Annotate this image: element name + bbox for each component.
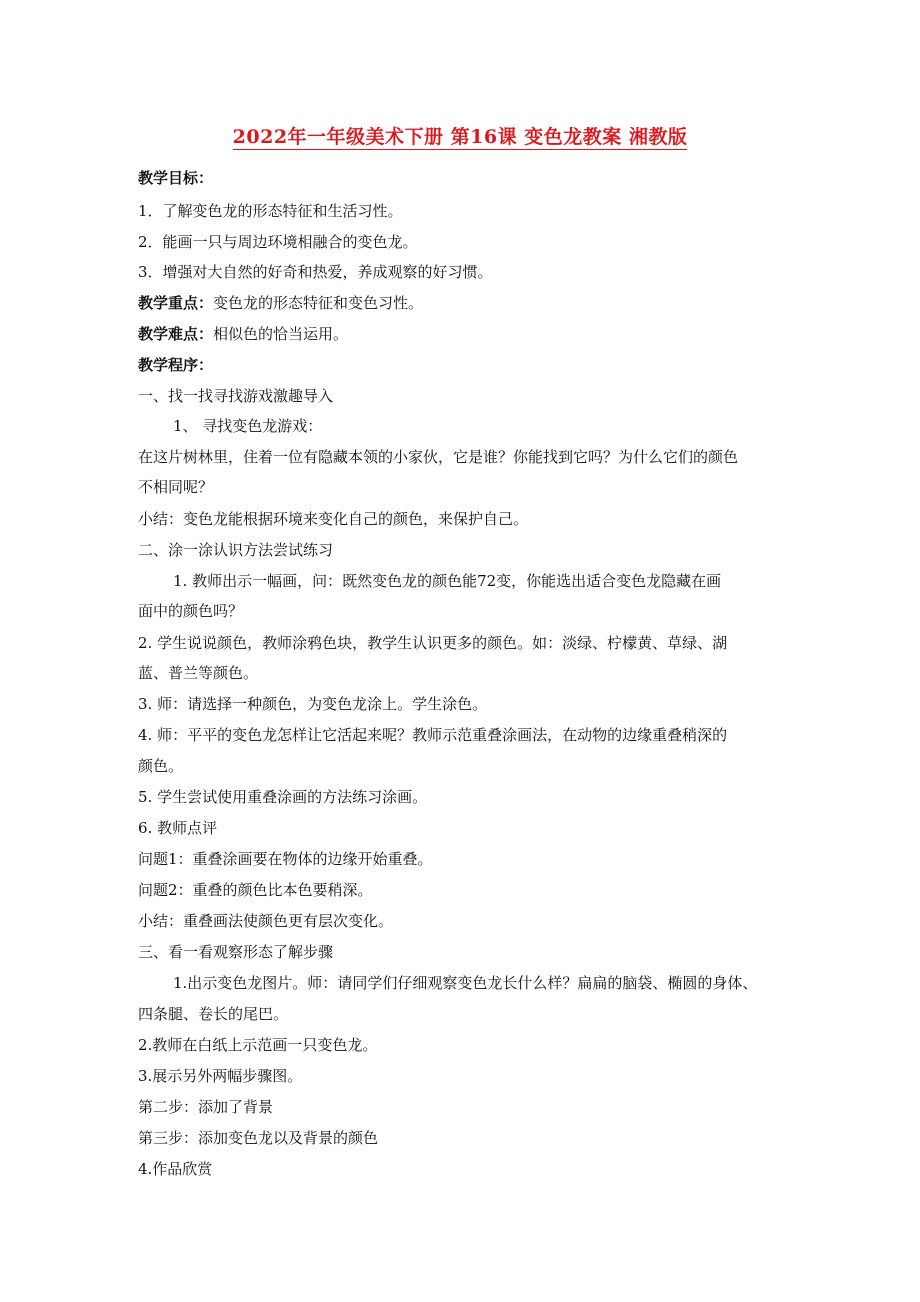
step-3-3: 3.展示另外两幅步骤图。 (138, 1067, 303, 1085)
step-three: 第三步：添加变色龙以及背景的颜色 (138, 1129, 379, 1147)
objective-1: 1．了解变色龙的形态特征和生活习性。 (138, 202, 403, 220)
document-title-text: 2022年一年级美术下册 第16课 变色龙教案 湘教版 (232, 126, 688, 148)
objective-3: 3．增强对大自然的好奇和热爱，养成观察的好习惯。 (138, 263, 493, 281)
summary-1: 小结：变色龙能根据环境来变化自己的颜色，来保护自己。 (138, 510, 529, 528)
step-2-6: 6. 教师点评 (138, 819, 218, 837)
paragraph-line: 四条腿、卷长的尾巴。 (138, 1005, 289, 1023)
step-2-5: 5. 学生尝试使用重叠涂画的方法练习涂画。 (138, 788, 428, 806)
paragraph-line: 颜色。 (138, 757, 184, 775)
section-2-heading: 二、涂一涂认识方法尝试练习 (138, 541, 334, 559)
step-3-4: 4.作品欣赏 (138, 1160, 213, 1178)
paragraph-line: 蓝、普兰等颜色。 (138, 664, 259, 682)
paragraph-line: 在这片树林里，住着一位有隐藏本领的小家伙，它是谁？你能找到它吗？为什么它们的颜色 (138, 448, 739, 466)
difficulty-text: 相似色的恰当运用。 (213, 325, 349, 343)
key-points-text: 变色龙的形态特征和变色习性。 (213, 294, 424, 312)
paragraph-line: 不相同呢？ (138, 478, 214, 496)
summary-2: 小结：重叠画法使颜色更有层次变化。 (138, 912, 394, 930)
procedure-heading: 教学程序： (138, 356, 214, 374)
problem-1: 问题1：重叠涂画要在物体的边缘开始重叠。 (138, 850, 433, 868)
paragraph-line: 面中的颜色吗？ (138, 602, 244, 620)
difficulty-line (138, 324, 348, 344)
step-3-2: 2.教师在白纸上示范画一只变色龙。 (138, 1036, 378, 1054)
step-2-4: 4. 师：平平的变色龙怎样让它活起来呢？教师示范重叠涂画法，在动物的边缘重叠稍深的 (138, 726, 728, 744)
section-3-heading: 三、看一看观察形态了解步骤 (138, 943, 334, 961)
objective-2: 2．能画一只与周边环境相融合的变色龙。 (138, 233, 418, 251)
document-title (0, 122, 920, 149)
key-points-line (138, 293, 423, 313)
step-2-2: 2. 学生说说颜色，教师涂鸦色块，教学生认识更多的颜色。如：淡绿、柠檬黄、草绿、湖 (138, 634, 728, 652)
difficulty-label: 教学难点： (138, 325, 214, 343)
objectives-heading: 教学目标： (138, 169, 214, 187)
problem-2: 问题2：重叠的颜色比本色要稍深。 (138, 881, 373, 899)
section-1-heading: 一、找一找寻找游戏激趣导入 (138, 387, 334, 405)
step-3-1: 1.出示变色龙图片。师：请同学们仔细观察变色龙长什么样？扁扁的脑袋、椭圆的身体、 (173, 974, 758, 992)
key-points-label: 教学重点： (138, 294, 214, 312)
step-two: 第二步：添加了背景 (138, 1098, 274, 1116)
step-2-3: 3. 师：请选择一种颜色，为变色龙涂上。学生涂色。 (138, 695, 488, 713)
step-2-1: 1. 教师出示一幅画，问：既然变色龙的颜色能72变，你能选出适合变色龙隐藏在画 (173, 572, 722, 590)
step-1-1: 1、 寻找变色龙游戏： (173, 417, 323, 435)
